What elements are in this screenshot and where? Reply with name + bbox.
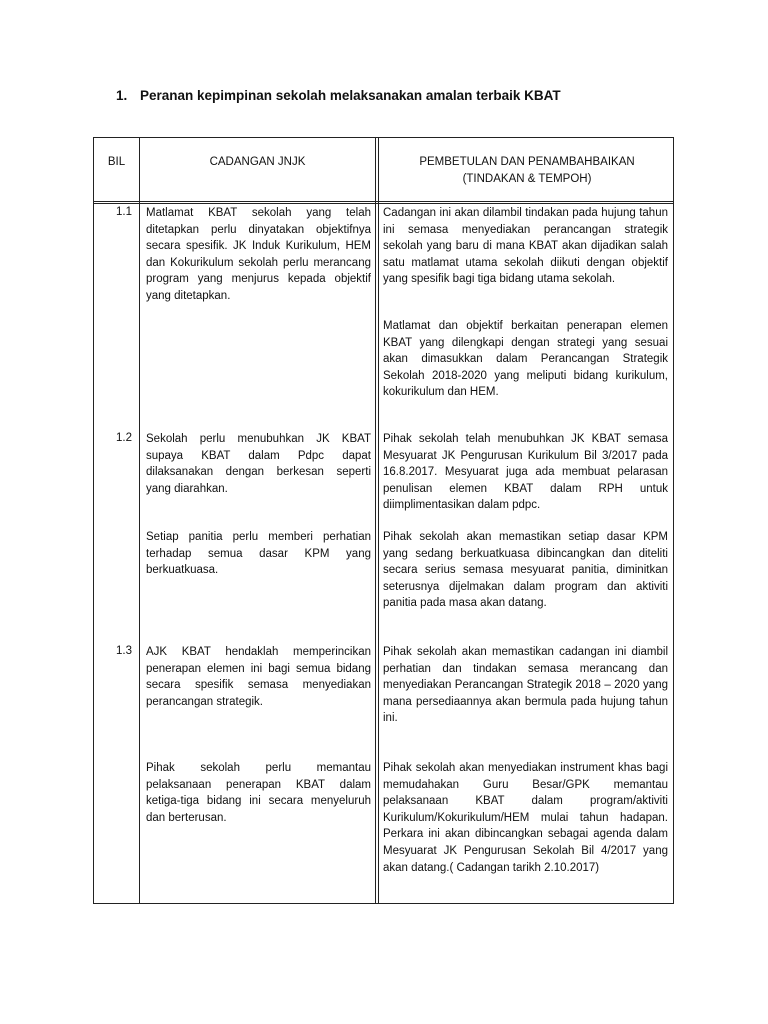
row-number: 1.2 [116, 432, 132, 444]
section-heading [116, 88, 561, 103]
cadangan-text: AJK KBAT hendaklah memperincikan penerapan elemen ini bagi semua bidang secara spesifik semasa menyediakan perancangan strategik. [146, 646, 371, 708]
cadangan-text: Sekolah perlu menubuhkan JK KBAT supaya KBAT dalam Pdpc dapat dilaksanakan dengan berkesan seperti yang diarahkan. [146, 433, 371, 495]
header-bil: BIL [107, 156, 126, 168]
header-cadangan: CADANGAN JNJK [209, 156, 306, 168]
header-pembetulan [379, 154, 675, 188]
section-number: 1. [116, 88, 128, 103]
cadangan-text: Matlamat KBAT sekolah yang telah ditetapkan perlu dinyatakan objektifnya secara spesifik. JK Induk Kurikulum, HEM dan Kokurikulum sekolah perlu merancang program yang menjurus kepada objektif yang ditetapkan. [146, 207, 371, 302]
section-title: Peranan kepimpinan sekolah melaksanakan amalan terbaik KBAT [140, 88, 561, 103]
pembetulan-text: Pihak sekolah akan memastikan cadangan ini diambil perhatian dan tindakan semasa merancang dan menyediakan Perancangan Strategik 2018 – 2020 yang mana persediaannya akan bermula pada hujung tahun ini. [383, 646, 668, 725]
pembetulan-text: Matlamat dan objektif berkaitan penerapan elemen KBAT yang dilengkapi dengan strategi yang sesuai akan dimasukkan dalam Perancangan Strategik Sekolah 2018-2020 yang meliputi bidang kurikulum, kokurikulum dan HEM. [383, 320, 668, 399]
column-divider [139, 138, 140, 903]
row-number: 1.3 [116, 645, 132, 657]
action-table [93, 137, 674, 904]
column-divider [375, 138, 376, 903]
pembetulan-text: Pihak sekolah akan menyediakan instrument khas bagi memudahakan Guru Besar/GPK memantau pelaksanaan KBAT dalam program/aktiviti Kurikulum/Kokurikulum/HEM mulai tahun hadapan. Perkara ini akan dibincangkan sebagai agenda dalam Mesyuarat JK Pengurusan Sekolah Bil 4/2017 yang akan datang.( Cadangan tarikh 2.10.2017) [383, 762, 668, 874]
cadangan-text: Setiap panitia perlu memberi perhatian terhadap semua dasar KPM yang berkuatkuasa. [146, 531, 371, 577]
pembetulan-text: Cadangan ini akan dilambil tindakan pada hujung tahun ini semasa menyediakan perancangan strategik sekolah yang baru di mana KBAT akan dijadikan salah satu matlamat utama sekolah diikuti dengan objektif yang spesifik bagi tiga bidang utama sekolah. [383, 207, 668, 286]
header-pembetulan-line1: PEMBETULAN DAN PENAMBAHBAIKAN [419, 156, 635, 168]
column-divider [378, 138, 379, 903]
pembetulan-text: Pihak sekolah akan memastikan setiap dasar KPM yang sedang berkuatkuasa dibincangkan dan diteliti secara serius semasa mesyuarat panitia, diminitkan seterusnya dijelmakan dalam program dan aktiviti panitia pada masa akan datang. [383, 531, 668, 610]
pembetulan-text: Pihak sekolah telah menubuhkan JK KBAT semasa Mesyuarat JK Pengurusan Kurikulum Bil 3/2017 pada 16.8.2017. Mesyuarat juga ada membuat pelarasan penulisan elemen KBAT dalam RPH untuk diimplimentasikan dalam pdpc. [383, 433, 668, 512]
header-divider [94, 201, 673, 204]
cadangan-text: Pihak sekolah perlu memantau pelaksanaan penerapan KBAT dalam ketiga-tiga bidang ini secara menyeluruh dan berterusan. [146, 762, 371, 824]
header-pembetulan-line2: (TINDAKAN & TEMPOH) [462, 173, 592, 185]
row-number: 1.1 [116, 206, 132, 218]
